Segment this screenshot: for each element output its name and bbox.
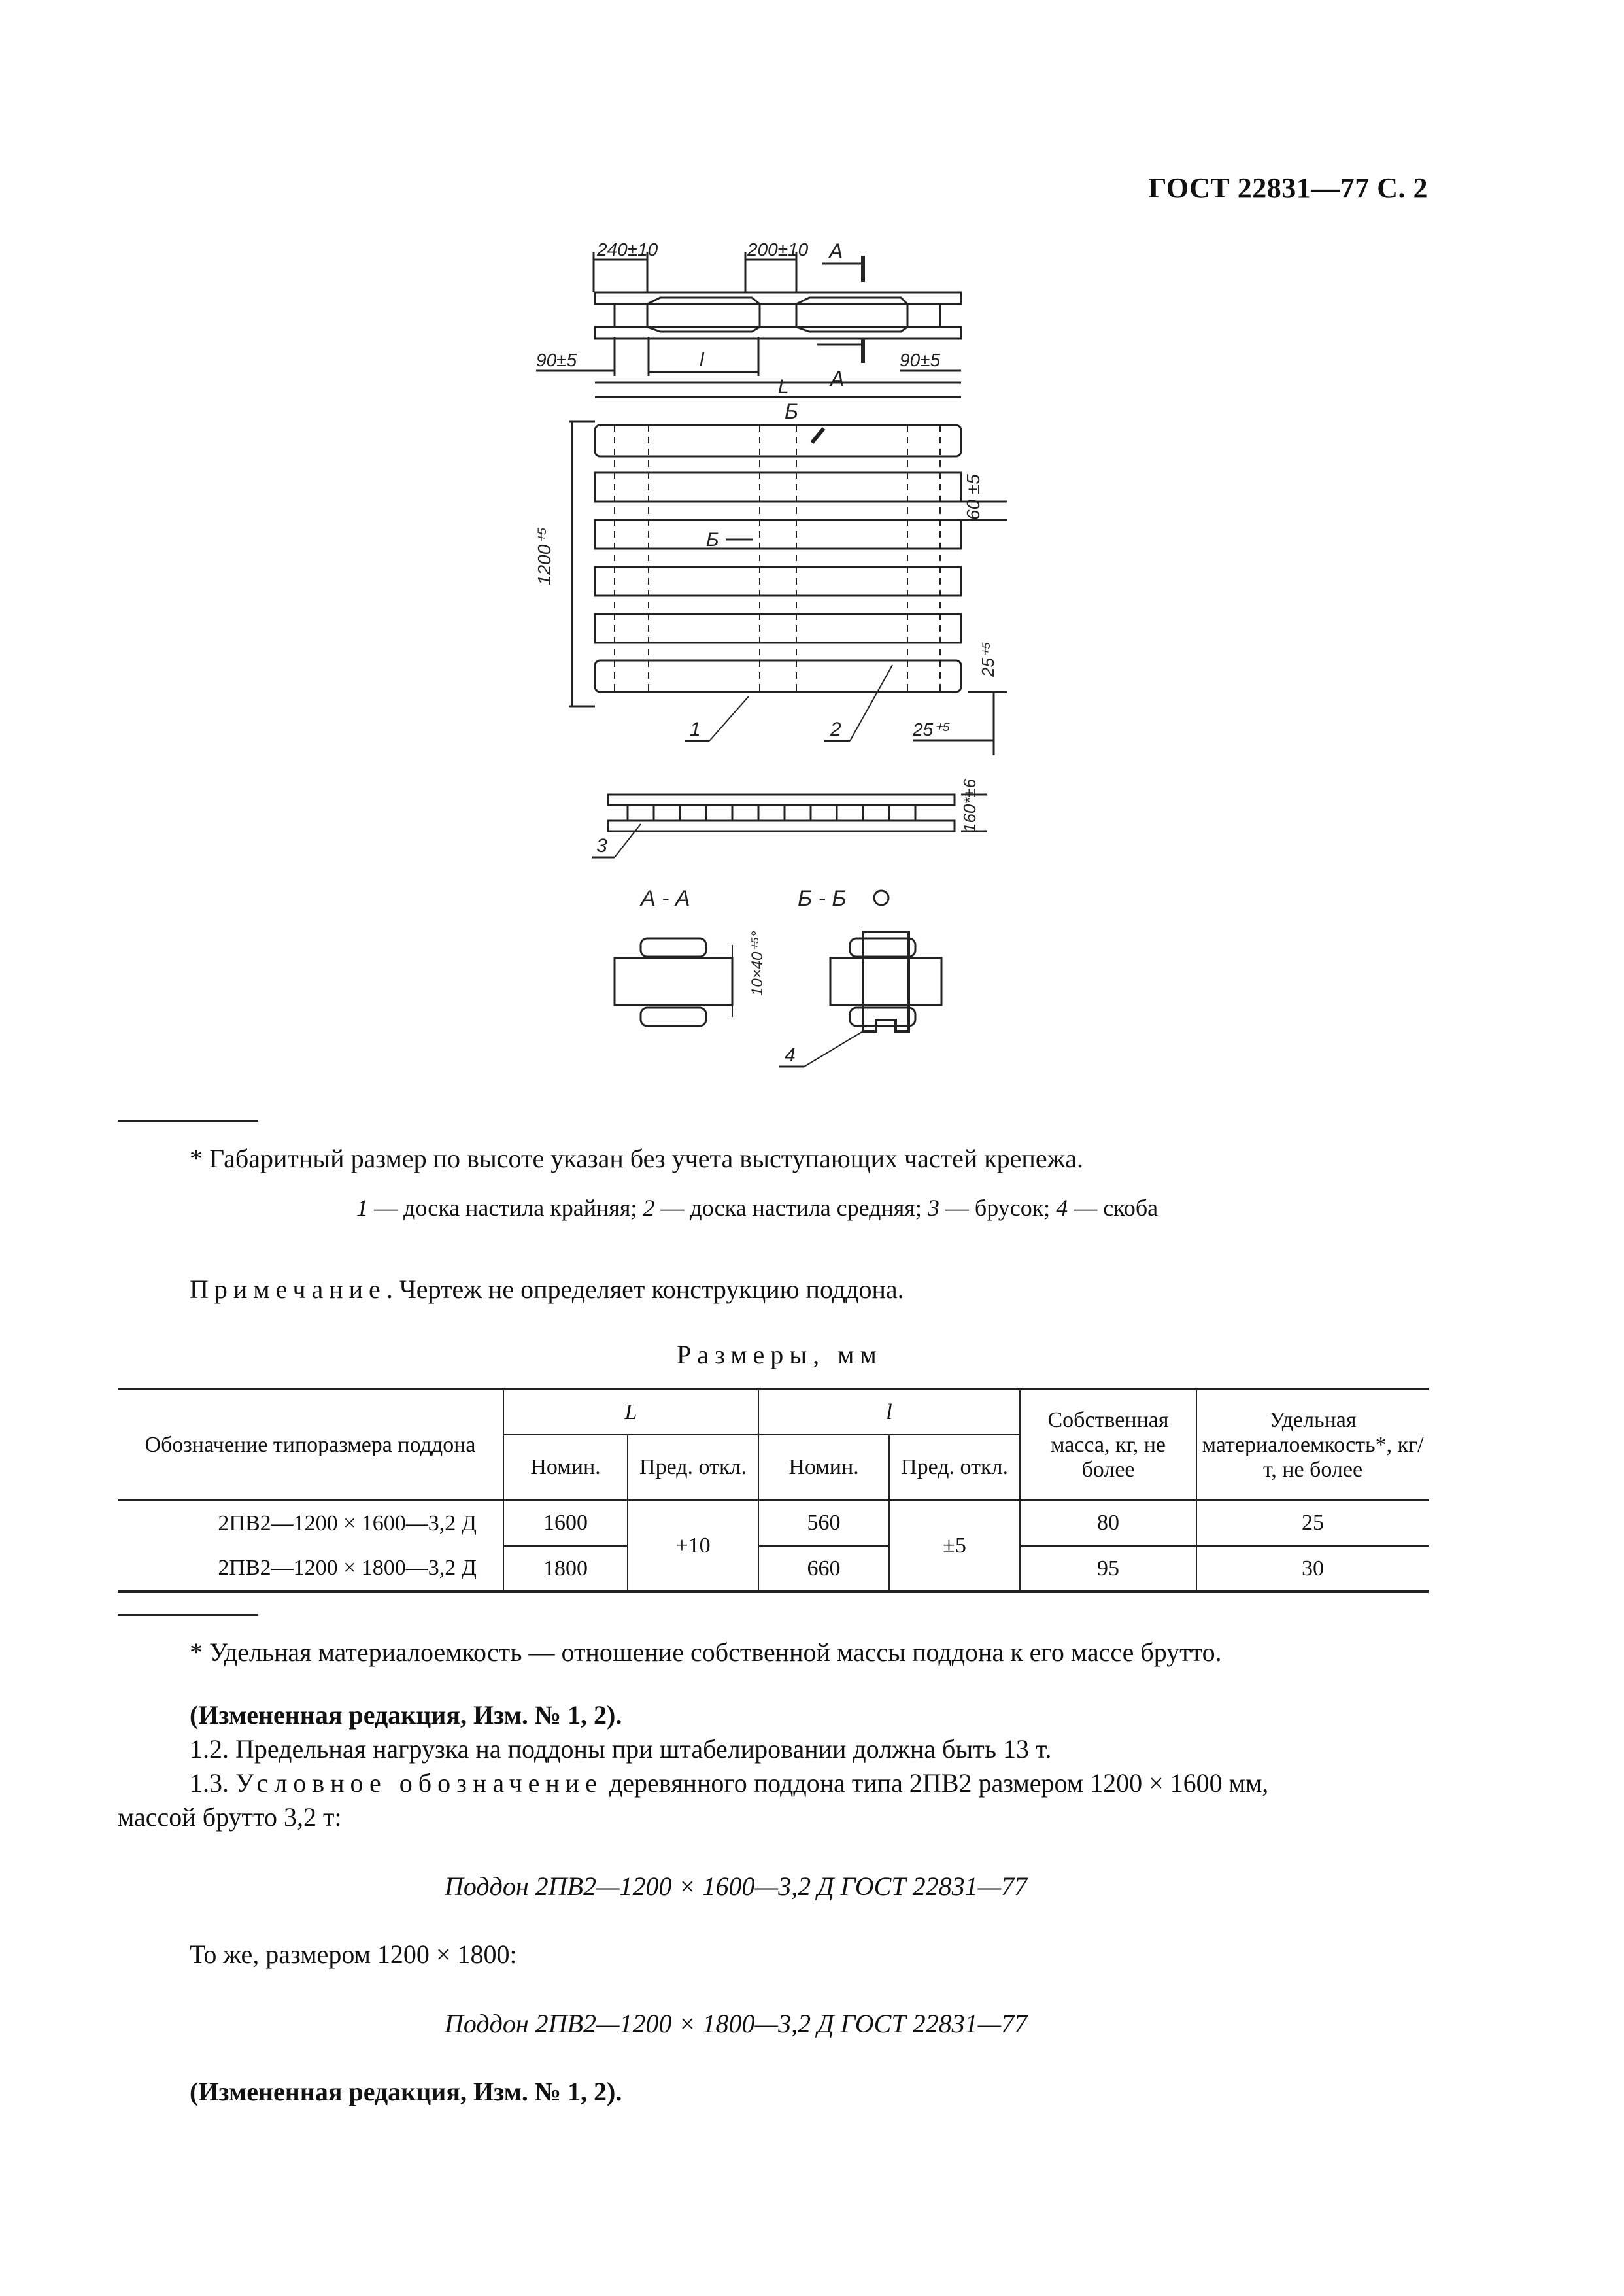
col-designation: Обозначение типоразмера поддона — [118, 1389, 503, 1500]
example-1: Поддон 2ПВ2—1200 × 1600—3,2 Д ГОСТ 22831—77 — [445, 1872, 1028, 1901]
drawing-legend — [356, 1194, 1158, 1222]
dim-200: 200±10 — [747, 239, 809, 260]
row-L-nom: 1800 — [503, 1546, 628, 1592]
sub-l-dev: Пред. откл. — [889, 1435, 1020, 1500]
paragraph-1-3 — [190, 1766, 1268, 1801]
dim-90-right: 90±5 — [900, 350, 941, 370]
example-2: Поддон 2ПВ2—1200 × 1800—3,2 Д ГОСТ 22831—77 — [445, 2009, 1028, 2038]
dim-240: 240±10 — [597, 239, 658, 260]
footnote-rule-2 — [118, 1614, 258, 1616]
sub-L-dev: Пред. откл. — [628, 1435, 758, 1500]
dim-25-h: 25⁺⁵ — [913, 719, 951, 740]
sub-l-nom: Номин. — [758, 1435, 889, 1500]
paragraph-1-2: 1.2. Предельная нагрузка на поддоны при штабелировании должна быть 13 т. — [190, 1734, 1052, 1764]
side-view — [595, 292, 961, 339]
p13-rest: деревянного поддона типа 2ПВ2 размером 1200 × 1600 мм, — [602, 1768, 1269, 1798]
l-deviation: ±5 — [889, 1500, 1020, 1592]
paragraph-1-3-line2: массой брутто 3,2 т: — [118, 1802, 342, 1832]
row-specific: 30 — [1196, 1546, 1429, 1592]
dim-25-v: 25⁺⁵ — [978, 642, 998, 677]
row-specific: 25 — [1196, 1500, 1429, 1546]
legend-text-2: — доска настила средняя; — [654, 1195, 928, 1221]
top-dimensions — [594, 239, 863, 292]
label-l: l — [700, 349, 704, 371]
dim-160: 160*±6 — [960, 778, 979, 832]
L-deviation: +10 — [628, 1500, 758, 1592]
dim-60: 60 ±5 — [963, 474, 983, 520]
note-text: . Чертеж не определяет конструкцию поддона. — [386, 1275, 904, 1304]
dim-90-left: 90±5 — [536, 350, 577, 370]
row-name: 2ПВ2—1200 × 1800—3,2 Д — [118, 1546, 503, 1592]
label-b-arrow-mid: Б — [706, 529, 719, 551]
legend-num-3: 3 — [927, 1195, 939, 1221]
legend-text-3: — брусок; — [939, 1195, 1057, 1221]
callout-3: 3 — [596, 835, 607, 857]
dimensions-table — [118, 1388, 1429, 1593]
p13-number: 1.3. — [190, 1768, 235, 1798]
changed-note-2: (Измененная редакция, Изм. № 1, 2). — [190, 2077, 622, 2106]
dim-10x40: 10×40⁺⁵° — [749, 931, 766, 996]
label-L: L — [778, 376, 789, 398]
legend-num-2: 2 — [643, 1195, 655, 1221]
changed-note-1: (Измененная редакция, Изм. № 1, 2). — [190, 1700, 622, 1730]
row-mass: 95 — [1020, 1546, 1196, 1592]
footnote-rule — [118, 1120, 258, 1122]
callout-2: 2 — [830, 719, 841, 740]
end-view — [592, 778, 987, 857]
dim-1200: 1200⁺⁵ — [534, 527, 554, 585]
table-caption: Размеры, мм — [677, 1340, 883, 1369]
row-l-nom: 560 — [758, 1500, 889, 1546]
p13-spaced: Условное обозначение — [235, 1768, 603, 1798]
row-name: 2ПВ2—1200 × 1600—3,2 Д — [118, 1500, 503, 1546]
callout-1: 1 — [690, 719, 701, 740]
col-mass: Собственная масса, кг, не более — [1020, 1389, 1196, 1500]
label-b-top: Б — [785, 400, 798, 423]
footnote-height: * Габаритный размер по высоте указан без учета выступающих частей крепежа. — [190, 1144, 1083, 1173]
legend-num-1: 1 — [356, 1195, 368, 1221]
plan-view — [534, 422, 1007, 755]
width-dimensions — [536, 337, 961, 423]
pallet-drawing — [510, 232, 1033, 1099]
col-L: L — [503, 1389, 758, 1435]
table-row — [118, 1500, 1429, 1546]
section-views — [615, 886, 941, 1067]
row-L-nom: 1600 — [503, 1500, 628, 1546]
same-size: То же, размером 1200 × 1800: — [190, 1940, 517, 1969]
row-l-nom: 660 — [758, 1546, 889, 1592]
section-aa-label: А - А — [641, 886, 690, 911]
label-a-bottom: A — [830, 367, 845, 390]
callout-4: 4 — [785, 1044, 796, 1066]
footnote-specific: * Удельная материалоемкость — отношение собственной массы поддона к его массе брутто. — [190, 1637, 1222, 1667]
col-specific: Удельная материалоемкость*, кг/т, не более — [1196, 1389, 1429, 1500]
section-bb-label: Б - Б — [798, 886, 847, 911]
note-word: Примечание — [190, 1275, 386, 1304]
row-mass: 80 — [1020, 1500, 1196, 1546]
legend-text-4: — скоба — [1068, 1195, 1159, 1221]
sub-L-nom: Номин. — [503, 1435, 628, 1500]
legend-num-4: 4 — [1056, 1195, 1068, 1221]
legend-text-1: — доска настила крайняя; — [368, 1195, 643, 1221]
table-row — [118, 1546, 1429, 1592]
label-a-top: A — [829, 239, 843, 263]
page-header: ГОСТ 22831—77 С. 2 — [1148, 172, 1428, 204]
col-l: l — [758, 1389, 1020, 1435]
note — [190, 1272, 904, 1307]
